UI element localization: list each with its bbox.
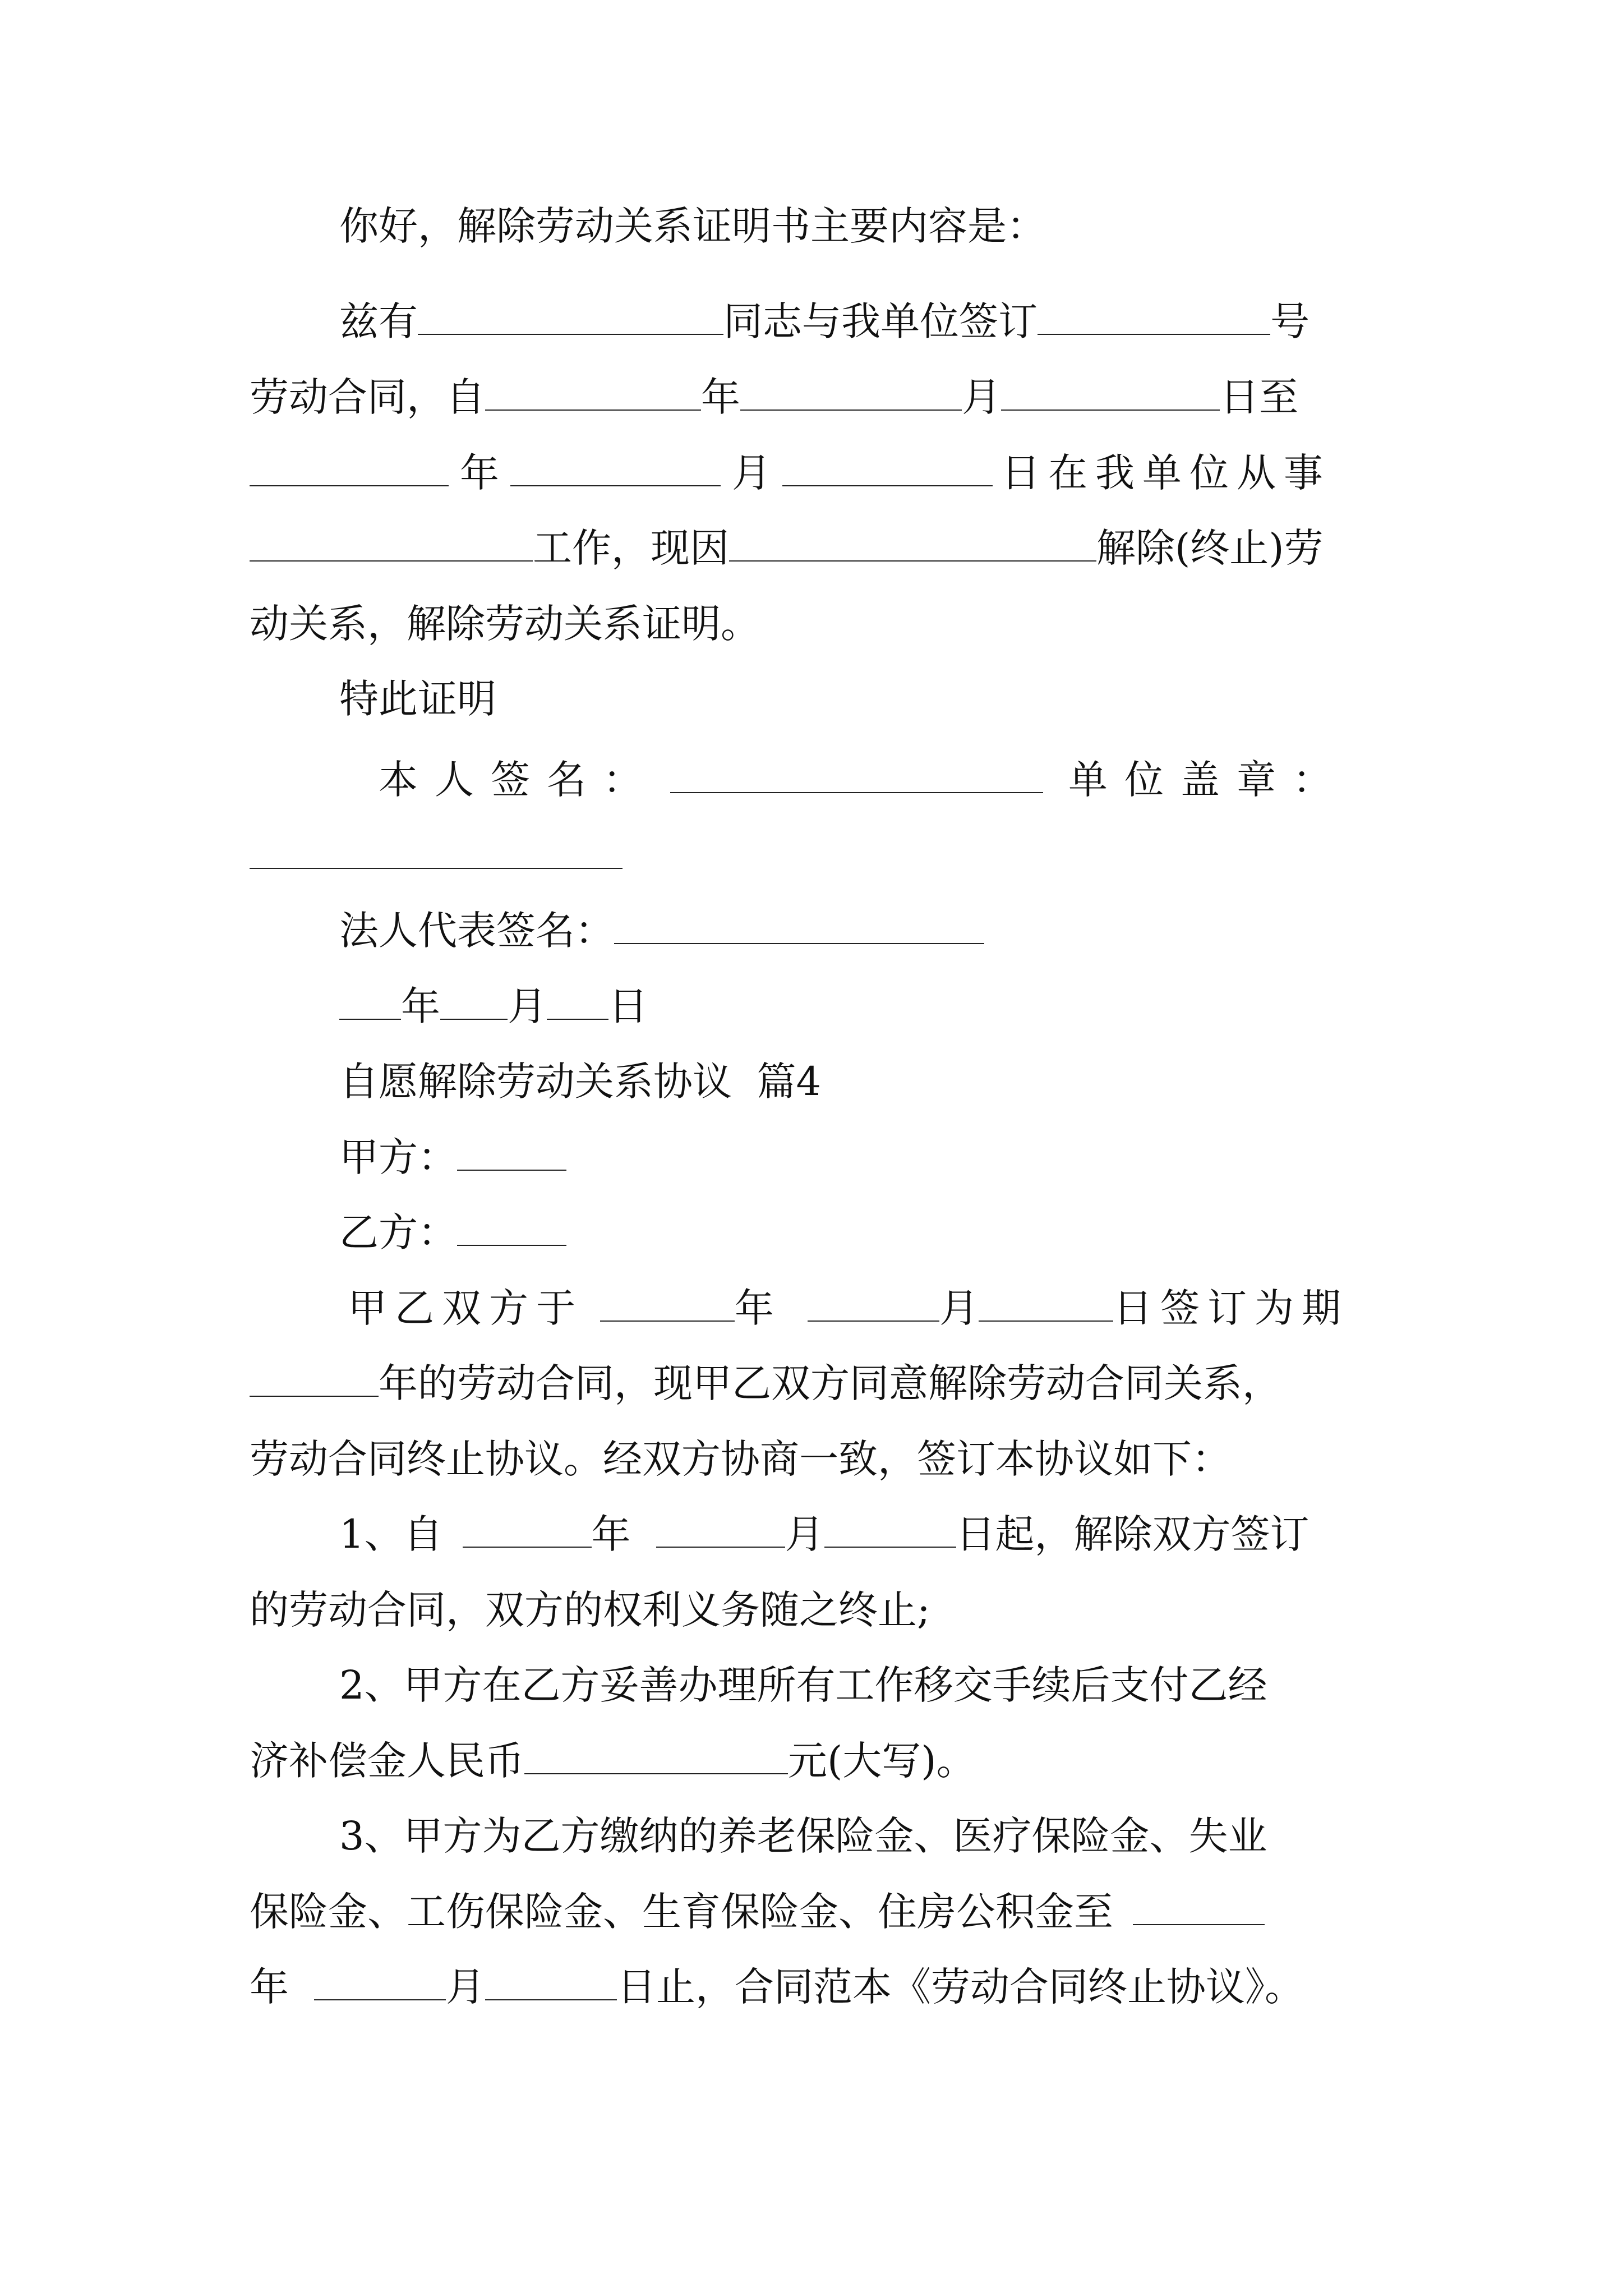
intro-text: 你好，解除劳动关系证明书主要内容是： — [339, 203, 1046, 249]
text-segment: 动关系，解除劳动关系证明。 — [250, 601, 760, 647]
unit-seal-label: 单位盖章： — [1068, 757, 1349, 803]
fill-blank — [463, 1511, 592, 1548]
text-segment: 年 — [735, 1285, 774, 1331]
text-segment: 日签订为期 — [1113, 1285, 1349, 1331]
fill-blank — [1038, 298, 1270, 335]
clause-1-line-2 — [250, 1585, 930, 1635]
fill-blank — [808, 1285, 939, 1322]
text-segment: 号 — [1270, 298, 1310, 344]
party-b-label: 乙方： — [339, 1209, 457, 1255]
text-segment: 日起，解除双方签订 — [956, 1511, 1310, 1557]
clause-3-line-1 — [339, 1811, 1267, 1861]
party-b-blank — [457, 1209, 566, 1246]
fill-blank — [440, 983, 508, 1020]
text-segment: 兹有 — [339, 298, 418, 344]
fill-blank — [485, 1963, 617, 2000]
text-segment: 3、甲方为乙方缴纳的养老保险金、医疗保险金、失业 — [339, 1813, 1267, 1859]
agreement-line-1 — [348, 1283, 1349, 1333]
text-segment: 年的劳动合同，现甲乙双方同意解除劳动合同关系， — [379, 1360, 1281, 1406]
fill-blank — [250, 1360, 379, 1397]
text-segment: 年 — [591, 1511, 631, 1557]
agreement-line-2 — [250, 1358, 1281, 1409]
text-segment: 1、自 — [339, 1511, 443, 1557]
text-segment: 劳动合同终止协议。经双方协商一致，签订本协议如下： — [250, 1436, 1231, 1482]
text-segment: 劳动合同，自 — [250, 374, 485, 420]
text-segment: 日止，合同范本《劳动合同终止协议》。 — [617, 1964, 1304, 2010]
clause-2-line-1 — [339, 1660, 1267, 1710]
unit-seal-blank — [250, 832, 623, 869]
certify-text: 特此证明 — [339, 676, 496, 722]
text-segment: 月 — [508, 983, 547, 1029]
fill-blank — [600, 1285, 735, 1322]
section-title-line — [339, 1056, 821, 1107]
text-segment: 日在我单位从事 — [1001, 450, 1331, 496]
certify-line — [339, 674, 496, 724]
text-segment: 元(大写)。 — [788, 1738, 976, 1784]
fill-blank — [510, 449, 721, 486]
fill-blank — [339, 983, 401, 1020]
text-segment: 月 — [785, 1511, 824, 1557]
clause-3-line-2 — [250, 1887, 1265, 1937]
paragraph-line-2 — [250, 372, 1298, 422]
fill-blank — [524, 1737, 788, 1774]
date-line — [339, 981, 648, 1032]
party-b-line — [339, 1207, 566, 1258]
fill-blank — [547, 983, 608, 1020]
fill-blank — [1001, 374, 1220, 411]
intro-line — [339, 201, 1046, 251]
text-segment: 工作，现因 — [533, 525, 729, 571]
text-segment: 年 — [460, 450, 499, 496]
fill-blank — [250, 449, 449, 486]
paragraph-line-1 — [339, 296, 1310, 347]
text-segment: 月 — [732, 450, 771, 496]
paragraph-line-5 — [250, 599, 760, 649]
fill-blank — [729, 524, 1096, 562]
legal-rep-label: 法人代表签名： — [339, 908, 614, 954]
text-segment: 日至 — [1220, 374, 1298, 420]
paragraph-line-4 — [250, 523, 1324, 573]
legal-rep-line — [339, 905, 984, 956]
text-segment: 甲乙双方于 — [348, 1285, 583, 1331]
fill-blank — [740, 374, 962, 411]
unit-seal-line — [250, 830, 623, 881]
agreement-line-3 — [250, 1434, 1231, 1484]
text-segment: 月 — [962, 374, 1001, 420]
text-segment: 年 — [401, 983, 440, 1029]
text-segment: 月 — [939, 1285, 979, 1331]
party-a-blank — [457, 1134, 566, 1171]
fill-blank — [782, 449, 993, 486]
clause-1-line-1 — [339, 1509, 1310, 1559]
text-segment: 年 — [250, 1964, 289, 2010]
fill-blank — [1133, 1888, 1265, 1925]
legal-rep-blank — [614, 907, 984, 944]
text-segment: 日 — [608, 983, 648, 1029]
fill-blank — [979, 1285, 1113, 1322]
text-segment: 月 — [446, 1964, 485, 2010]
signature-line — [379, 754, 1349, 805]
self-signature-blank — [670, 756, 1043, 793]
section-title: 自愿解除劳动关系协议 篇4 — [339, 1059, 822, 1105]
text-segment: 济补偿金人民币 — [250, 1738, 524, 1784]
fill-blank — [250, 524, 533, 562]
text-segment: 的劳动合同，双方的权利义务随之终止; — [250, 1587, 930, 1633]
self-signature-label: 本人签名： — [379, 757, 659, 803]
text-segment: 保险金、工伤保险金、生育保险金、住房公积金至 — [250, 1889, 1113, 1935]
text-segment: 解除(终止)劳 — [1096, 525, 1324, 571]
text-segment: 2、甲方在乙方妥善办理所有工作移交手续后支付乙经 — [339, 1662, 1267, 1708]
fill-blank — [418, 298, 723, 335]
fill-blank — [485, 374, 701, 411]
clause-3-line-3 — [250, 1962, 1304, 2012]
fill-blank — [656, 1511, 785, 1548]
clause-2-line-2 — [250, 1736, 976, 1786]
fill-blank — [314, 1963, 446, 2000]
text-segment: 年 — [701, 374, 740, 420]
paragraph-line-3 — [250, 448, 1331, 498]
party-a-label: 甲方： — [339, 1134, 457, 1180]
party-a-line — [339, 1132, 566, 1182]
fill-blank — [824, 1511, 956, 1548]
text-segment: 同志与我单位签订 — [723, 298, 1038, 344]
